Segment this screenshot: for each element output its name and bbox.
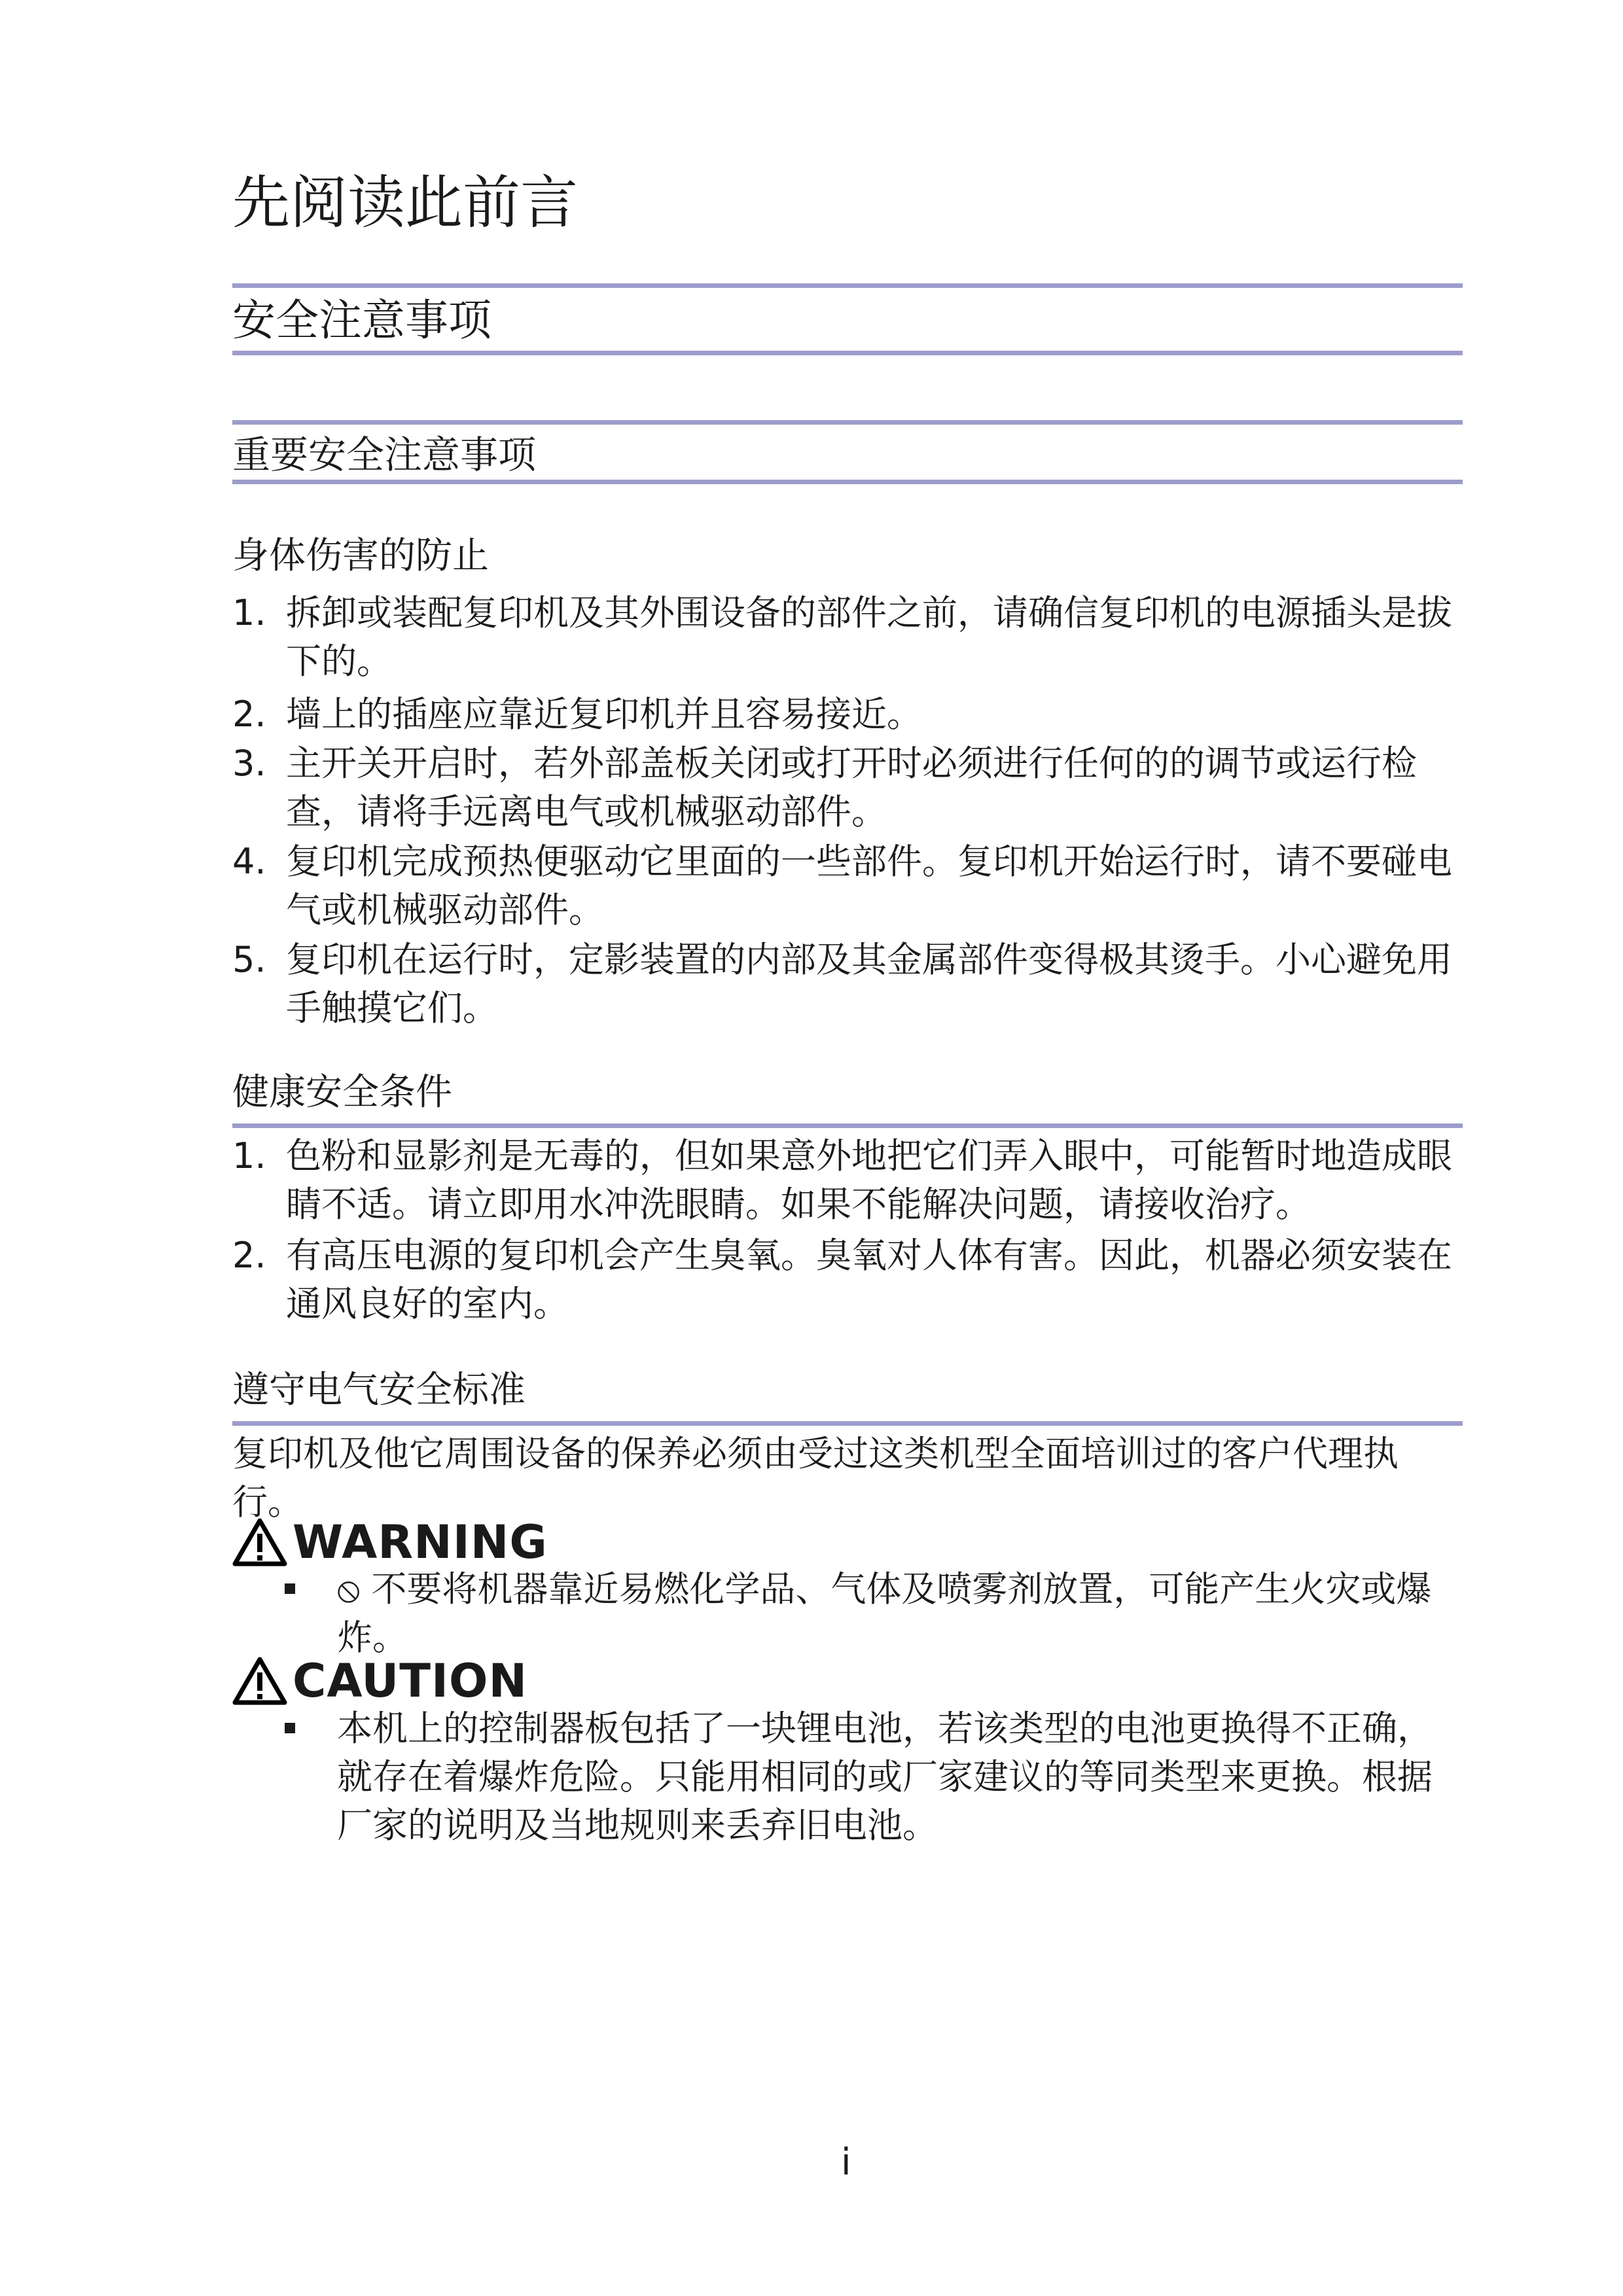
item-number: 5. bbox=[232, 939, 266, 980]
warning-text: 不要将机器靠近易燃化学品、气体及喷雾剂放置，可能产生火灾或爆炸。 bbox=[337, 1568, 1432, 1658]
item-number: 3. bbox=[232, 743, 266, 784]
bullet-marker bbox=[285, 1723, 295, 1733]
item-text: 主开关开启时，若外部盖板关闭或打开时必须进行任何的的调节或运行检查，请将手远离电气或机械驱动部件。 bbox=[286, 743, 1417, 832]
item-number: 2. bbox=[232, 1235, 266, 1276]
list-item bbox=[232, 739, 1463, 836]
subsection-rule-bottom bbox=[232, 480, 1463, 484]
subsection-rule-top bbox=[232, 420, 1463, 425]
item-number: 2. bbox=[232, 694, 266, 735]
list-item bbox=[232, 1132, 1463, 1229]
item-text: 色粉和显影剂是无毒的，但如果意外地把它们弄入眼中，可能暂时地造成眼睛不适。请立即用水冲洗眼睛。如果不能解决问题，请接收治疗。 bbox=[286, 1135, 1452, 1225]
item-number: 1. bbox=[232, 1135, 266, 1176]
page-number: i bbox=[841, 2141, 851, 2183]
list-item bbox=[232, 690, 1463, 739]
item-text: 有高压电源的复印机会产生臭氧。臭氧对人体有害。因此，机器必须安装在通风良好的室内。 bbox=[286, 1235, 1452, 1324]
electrical-paragraph: 复印机及他它周围设备的保养必须由受过这类机型全面培训过的客户代理执行。 bbox=[232, 1433, 1399, 1523]
item-text: 拆卸或装配复印机及其外围设备的部件之前，请确信复印机的电源插头是拔下的。 bbox=[286, 592, 1452, 682]
caution-bullet bbox=[285, 1704, 1463, 1850]
electrical-rule bbox=[232, 1421, 1463, 1426]
section-rule-top bbox=[232, 283, 1463, 288]
injury-heading: 身体伤害的防止 bbox=[232, 535, 489, 577]
item-text: 复印机完成预热便驱动它里面的一些部件。复印机开始运行时，请不要碰电气或机械驱动部件。 bbox=[286, 841, 1452, 930]
warning-bullet bbox=[285, 1565, 1463, 1662]
electrical-heading: 遵守电气安全标准 bbox=[232, 1369, 526, 1411]
warning-callout bbox=[232, 1517, 548, 1568]
item-text: 复印机在运行时，定影装置的内部及其金属部件变得极其烫手。小心避免用手触摸它们。 bbox=[286, 939, 1452, 1029]
list-item bbox=[232, 838, 1463, 934]
caution-label: CAUTION bbox=[293, 1654, 528, 1708]
item-number: 4. bbox=[232, 841, 266, 882]
prohibited-icon: ⦸ bbox=[337, 1568, 361, 1610]
section-rule-bottom bbox=[232, 351, 1463, 355]
caution-callout bbox=[232, 1655, 527, 1706]
list-item bbox=[232, 589, 1463, 686]
bullet-marker bbox=[285, 1583, 295, 1594]
section-title: 安全注意事项 bbox=[232, 295, 491, 345]
item-number: 1. bbox=[232, 592, 266, 633]
subsection-title: 重要安全注意事项 bbox=[232, 433, 537, 477]
item-text: 墙上的插座应靠近复印机并且容易接近。 bbox=[286, 694, 922, 735]
caution-text: 本机上的控制器板包括了一块锂电池，若该类型的电池更换得不正确，就存在着爆炸危险。只能用相同的或厂家建议的等同类型来更换。根据厂家的说明及当地规则来丢弃旧电池。 bbox=[337, 1708, 1433, 1846]
health-heading: 健康安全条件 bbox=[232, 1071, 452, 1114]
warning-label: WARNING bbox=[293, 1515, 548, 1569]
health-rule bbox=[232, 1123, 1463, 1128]
warning-triangle-icon bbox=[232, 1657, 287, 1705]
page-title: 先阅读此前言 bbox=[232, 169, 579, 236]
list-item bbox=[232, 1231, 1463, 1328]
list-item bbox=[232, 936, 1463, 1033]
warning-triangle-icon bbox=[232, 1518, 287, 1566]
